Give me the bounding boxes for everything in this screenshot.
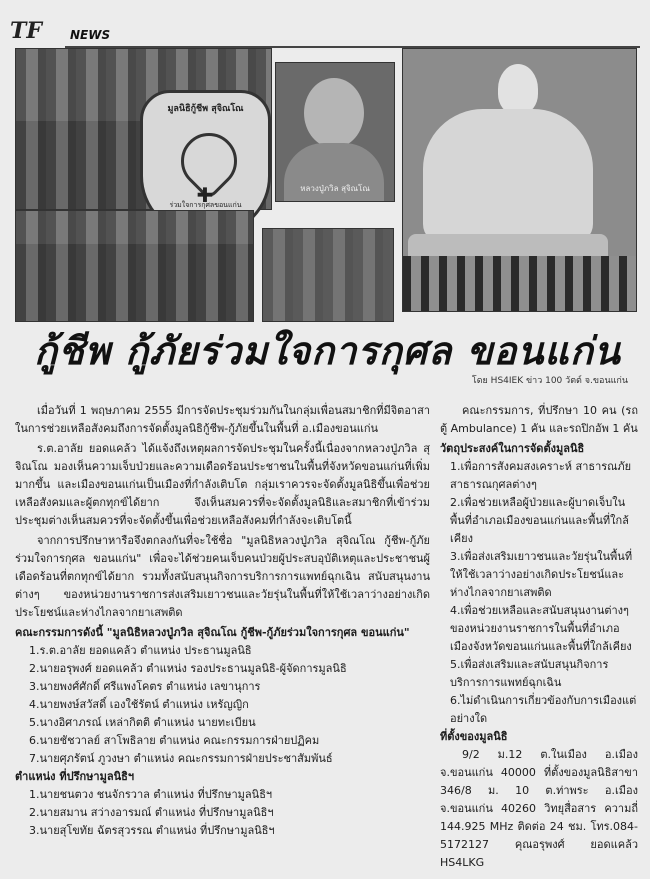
article-left-column <box>15 402 430 840</box>
objective-item: 5.เพื่อส่งเสริมและสนับสนุนกิจการบริการการแพทย์ฉุกเฉิน <box>450 658 609 689</box>
medical-cross-icon: ✚ <box>196 183 214 207</box>
objective-item: 6.ไม่ดำเนินการเกี่ยวข้องกับการเมืองแต่อย่างใด <box>450 694 637 725</box>
monk-caption: หลวงปู่ภวิล สุจิณโณ <box>300 184 370 193</box>
photo-buddha-statue <box>402 48 637 312</box>
location-heading: ที่ตั้งของมูลนิธิ <box>440 730 508 743</box>
advisor-item: 3.นายสุโขทัย ฉัตรสุวรรณ ตำแหน่ง ที่ปรึกษามูลนิธิฯ <box>29 824 275 837</box>
emblem-subtitle: ร่วมใจการกุศลขอนแก่น <box>169 201 242 209</box>
advisor-item: 2.นายสมาน สว่างอารมณ์ ตำแหน่ง ที่ปรึกษามูลนิธิฯ <box>29 806 274 819</box>
emblem-title: มูลนิธิกู้ชีพ สุจิณโณ <box>167 104 244 114</box>
committee-item: 4.นายพงษ์สวัสดิ์ เองใช้รัตน์ ตำแหน่ง เหรัญญิก <box>29 698 249 711</box>
photo-monk-portrait <box>275 62 395 202</box>
objectives-heading: วัตถุประสงค์ในการจัดตั้งมูลนิธิ <box>440 442 585 455</box>
committee-item: 6.นายชัชวาลย์ สาโพธิลาย ตำแหน่ง คณะกรรมการฝ่ายปฏิคม <box>29 734 320 747</box>
paragraph-vehicles: คณะกรรมการ, ที่ปรึกษา 10 คน (รถตู้ Ambulance) 1 คัน และรถปิกอัพ 1 คัน <box>440 404 638 435</box>
article-byline: โดย HS4IEK ข่าว 100 วัตต์ จ.ขอนแก่น <box>471 376 628 386</box>
section-label: NEWS <box>70 28 111 42</box>
committee-item: 1.ร.ต.อาลัย ยอดแคล้ว ตำแหน่ง ประธานมูลนิธิ <box>29 644 252 657</box>
magazine-logo: TF <box>10 18 42 44</box>
paragraph-naming: จากการปรึกษาหารือจึงตกลงกันที่จะใช้ชื่อ "มูลนิธิหลวงปู่ภวิล สุจิณโณ กู้ชีพ-กู้ภัยร่วมใจการกุศล ขอนแก่น" เพื่อจะได้ช่วยคนเจ็บคนป่วยผู้ประสบอุบัติเหตุและประชาชนผู้เดือดร้อนที่ตกทุกข์ได้ยาก รวมทั้งสนับสนุนกิจการบริการการแพทย์ฉุกเฉิน สนับสนุนงานต่างๆ ของหน่วยงานราชการส่งเสริมเยาวชนและวัยรุ่นในพื้นที่ให้ใช้เวลาว่างอย่างเกิดประโยชน์และห่างไกลจากยาเสพติด <box>15 534 430 619</box>
objective-item: 1.เพื่อการสังคมสงเคราะห์ สาธารณภัยสาธารณกุศลต่างๆ <box>450 460 632 491</box>
committee-item: 5.นางอิศาภรณ์ เหล่ากิตติ ตำแหน่ง นายทะเบียน <box>29 716 256 729</box>
committee-item: 2.นายอรุพงศ์ ยอดแคล้ว ตำแหน่ง รองประธานมูลนิธิ-ผู้จัดการมูลนิธิ <box>29 662 347 675</box>
objective-item: 2.เพื่อช่วยเหลือผู้ป่วยและผู้บาดเจ็บในพื้นที่อำเภอเมืองขอนแก่นและพื้นที่ใกล้เคียง <box>450 496 629 545</box>
paragraph-intro: เมื่อวันที่ 1 พฤษภาคม 2555 มีการจัดประชุมร่วมกันในกลุ่มเพื่อนสมาชิกที่มีจิตอาสาในการช่วยเหลือสังคมถึงการจัดตั้งมูลนิธิกู้ชีพ-กู้ภัยขึ้นในพื้นที่ อ.เมืองขอนแก่น <box>15 404 430 435</box>
paragraph-reason: ร.ต.อาลัย ยอดแคล้ว ได้แจ้งถึงเหตุผลการจัดประชุมในครั้งนี้เนื่องจากหลวงปู่ภวิล สุจิณโณ มองเห็นความเจ็บป่วยและความเดือดร้อนประชาชนในพื้นที่จังหวัดขอนแก่นที่เพิ่มมากขึ้น และเมืองขอนแก่นเป็นเมืองที่กำลังเติบโต กลุ่มเราควรจะจัดตั้งมูลนิธิขึ้นเพื่อช่วยเหลือสังคมและผู้ตกทุกข์ได้ยาก จึงเห็นสมควรที่จะจัดตั้งมูลนิธิและสมาชิกที่เข้าร่วมประชุมต่างเห็นสมควรที่จะจัดตั้งขึ้นเพื่อช่วยเหลือสังคมที่กำลังจะเติบโตนี้ <box>15 442 430 527</box>
advisor-heading: ตำแหน่ง ที่ปรึกษามูลนิธิฯ <box>15 770 135 783</box>
objective-item: 3.เพื่อส่งเสริมเยาวชนและวัยรุ่นในพื้นที่ให้ใช้เวลาว่างอย่างเกิดประโยชน์และห่างไกลจากยาเสพติด <box>450 550 633 599</box>
photo-handover-group <box>15 210 254 322</box>
section-header <box>10 18 640 44</box>
photo-donation <box>262 228 394 322</box>
committee-heading: คณะกรรมการดังนี้ "มูลนิธิหลวงปู่ภวิล สุจิณโณ กู้ชีพ-กู้ภัยร่วมใจการกุศล ขอนแก่น" <box>15 626 410 639</box>
committee-item: 7.นายศุภรัตน์ ภูวงษา ตำแหน่ง คณะกรรมการฝ่ายประชาสัมพันธ์ <box>29 752 333 765</box>
objective-item: 4.เพื่อช่วยเหลือและสนับสนุนงานต่างๆ ของหน่วยงานราชการในพื้นที่อำเภอเมืองจังหวัดขอนแก่นและพื้นที่ใกล้เคียง <box>450 604 632 653</box>
article-headline: กู้ชีพ กู้ภัยร่วมใจการกุศล ขอนแก่น <box>34 329 621 373</box>
location-text: 9/2 ม.12 ต.ในเมือง อ.เมือง จ.ขอนแก่น 40000 ที่ตั้งของมูลนิธิสาขา 346/8 ม. 10 ต.ท่าพระ อ.เมือง จ.ขอนแก่น 40260 วิทยุสื่อสาร ความถี่ 144.925 MHz ติดต่อ 24 ชม. โทร.084-5172127 คุณอรุพงศ์ ยอดแคล้ว HS4LKG <box>440 748 638 869</box>
committee-item: 3.นายพงศ์ศักดิ์ ศรีแพงโคตร ตำแหน่ง เลขานุการ <box>29 680 261 693</box>
article-right-column <box>440 402 638 874</box>
advisor-item: 1.นายชนตวง ชนจักรวาล ตำแหน่ง ที่ปรึกษามูลนิธิฯ <box>29 788 273 801</box>
